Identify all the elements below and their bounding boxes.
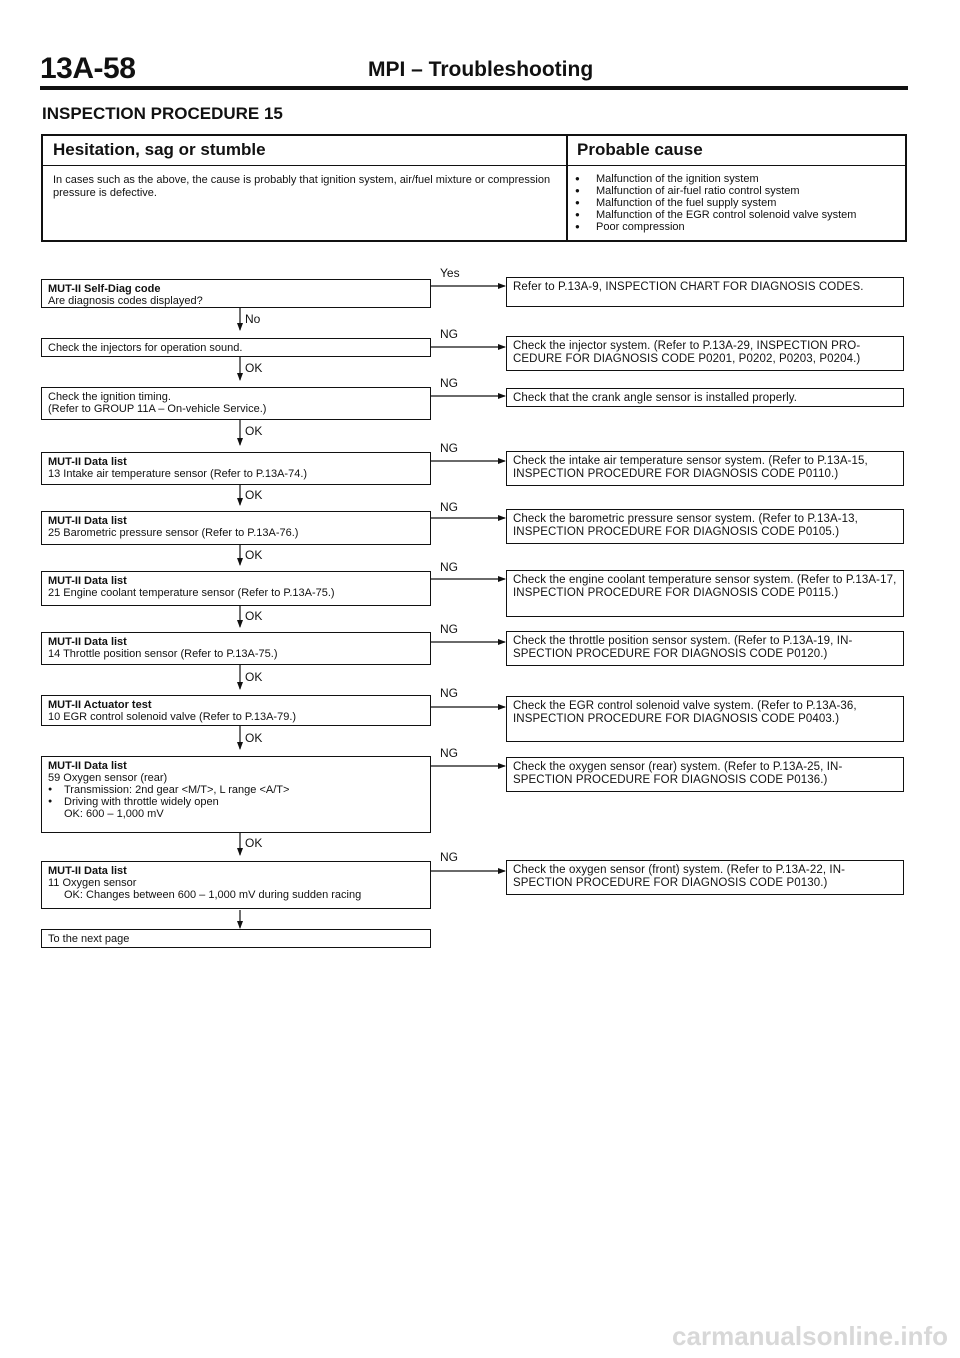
step-title: MUT-II Data list <box>48 865 127 877</box>
step-box-oxygen-rear <box>41 756 431 833</box>
step-title: MUT-II Data list <box>48 575 127 587</box>
step-text: Check the ignition timing. <box>48 391 171 403</box>
step-box-injectors <box>41 338 431 357</box>
yes-label: Yes <box>440 266 460 280</box>
ok-label: OK <box>245 670 263 684</box>
result-box: Check the oxygen sensor (rear) system. (Refer to P.13A-25, IN-SPECTION PROCEDURE FOR DIAGNOSIS CODE P0136.) <box>506 757 904 792</box>
ok-label: OK <box>245 836 263 850</box>
result-box: Check the engine coolant temperature sensor system. (Refer to P.13A-17, INSPECTION PROCEDURE FOR DIAGNOSIS CODE P0115.) <box>506 570 904 617</box>
ok-label: OK <box>245 488 263 502</box>
step-text: 25 Barometric pressure sensor (Refer to P.13A-76.) <box>48 527 299 539</box>
page-number: 13A-58 <box>40 52 136 85</box>
ng-label: NG <box>440 746 458 760</box>
step-title: MUT-II Data list <box>48 636 127 648</box>
step-box-intake-air-temp <box>41 452 431 485</box>
step-text: 13 Intake air temperature sensor (Refer to P.13A-74.) <box>48 468 308 480</box>
ng-label: NG <box>440 327 458 341</box>
step-text: 21 Engine coolant temperature sensor (Refer to P.13A-75.) <box>48 587 335 599</box>
cause-item: ● Malfunction of the EGR control solenoid valve system <box>575 209 905 221</box>
step-text: 14 Throttle position sensor (Refer to P.13A-75.) <box>48 648 278 660</box>
step-title: MUT-II Actuator test <box>48 699 152 711</box>
result-box: Check that the crank angle sensor is installed properly. <box>506 388 904 407</box>
step-box-oxygen-front <box>41 861 431 909</box>
result-box: Check the injector system. (Refer to P.13A-29, INSPECTION PRO-CEDURE FOR DIAGNOSIS CODE P0201, P0202, P0203, P0204.) <box>506 336 904 371</box>
step-text: 10 EGR control solenoid valve (Refer to P.13A-79.) <box>48 711 297 723</box>
ok-criterion: OK: 600 – 1,000 mV <box>64 808 164 820</box>
step-box-egr-actuator <box>41 695 431 726</box>
result-box: Check the barometric pressure sensor system. (Refer to P.13A-13, INSPECTION PROCEDURE FOR DIAGNOSIS CODE P0105.) <box>506 509 904 544</box>
ok-label: OK <box>245 731 263 745</box>
ng-label: NG <box>440 622 458 636</box>
symptom-header: Hesitation, sag or stumble <box>53 140 266 159</box>
step-text: (Refer to GROUP 11A – On-vehicle Service.) <box>48 403 267 415</box>
result-box: Check the oxygen sensor (front) system. (Refer to P.13A-22, IN-SPECTION PROCEDURE FOR DIAGNOSIS CODE P0130.) <box>506 860 904 895</box>
ok-label: OK <box>245 548 263 562</box>
ok-label: OK <box>245 609 263 623</box>
result-box: Check the intake air temperature sensor system. (Refer to P.13A-15, INSPECTION PROCEDURE FOR DIAGNOSIS CODE P0110.) <box>506 451 904 486</box>
result-box: Check the throttle position sensor system. (Refer to P.13A-19, IN-SPECTION PROCEDURE FOR DIAGNOSIS CODE P0120.) <box>506 631 904 666</box>
ng-label: NG <box>440 441 458 455</box>
step-box-self-diag <box>41 279 431 308</box>
result-box: Refer to P.13A-9, INSPECTION CHART FOR DIAGNOSIS CODES. <box>506 277 904 307</box>
no-label: No <box>245 312 261 326</box>
cause-item: ● Malfunction of the fuel supply system <box>575 197 905 209</box>
symptom-description: In cases such as the above, the cause is probably that ignition system, air/fuel mixture or compression pressure is defective. <box>53 174 551 199</box>
result-box: Check the EGR control solenoid valve system. (Refer to P.13A-36, INSPECTION PROCEDURE FOR DIAGNOSIS CODE P0403.) <box>506 696 904 742</box>
ng-label: NG <box>440 686 458 700</box>
ok-criterion: OK: Changes between 600 – 1,000 mV during sudden racing <box>64 889 362 901</box>
step-text: 59 Oxygen sensor (rear) <box>48 772 168 784</box>
step-text: 11 Oxygen sensor <box>48 877 137 889</box>
step-box-throttle-position <box>41 632 431 665</box>
condition-item: ● Driving with throttle widely open <box>48 796 424 808</box>
step-box-ignition-timing <box>41 387 431 420</box>
ok-label: OK <box>245 361 263 375</box>
condition-item: ● Transmission: 2nd gear <M/T>, L range <A/T> <box>48 784 424 796</box>
cause-item: ● Malfunction of the ignition system <box>575 173 905 185</box>
step-title: MUT-II Data list <box>48 760 127 772</box>
step-text: Check the injectors for operation sound. <box>48 342 243 354</box>
procedure-title: INSPECTION PROCEDURE 15 <box>42 104 283 123</box>
ok-label: OK <box>245 424 263 438</box>
cause-item: ● Poor compression <box>575 221 905 233</box>
step-title: MUT-II Self-Diag code <box>48 283 161 295</box>
page-title: MPI – Troubleshooting <box>368 58 594 81</box>
ng-label: NG <box>440 850 458 864</box>
watermark: carmanualsonline.info <box>672 1321 948 1351</box>
probable-cause-header: Probable cause <box>577 140 703 159</box>
step-box-barometric <box>41 511 431 545</box>
cause-item: ● Malfunction of air-fuel ratio control system <box>575 185 905 197</box>
step-box-coolant-temp <box>41 571 431 606</box>
ng-label: NG <box>440 500 458 514</box>
next-page-box <box>41 929 431 948</box>
step-title: MUT-II Data list <box>48 456 127 468</box>
step-text: Are diagnosis codes displayed? <box>48 295 203 307</box>
next-page-text: To the next page <box>48 933 130 945</box>
ng-label: NG <box>440 376 458 390</box>
step-title: MUT-II Data list <box>48 515 127 527</box>
ng-label: NG <box>440 560 458 574</box>
